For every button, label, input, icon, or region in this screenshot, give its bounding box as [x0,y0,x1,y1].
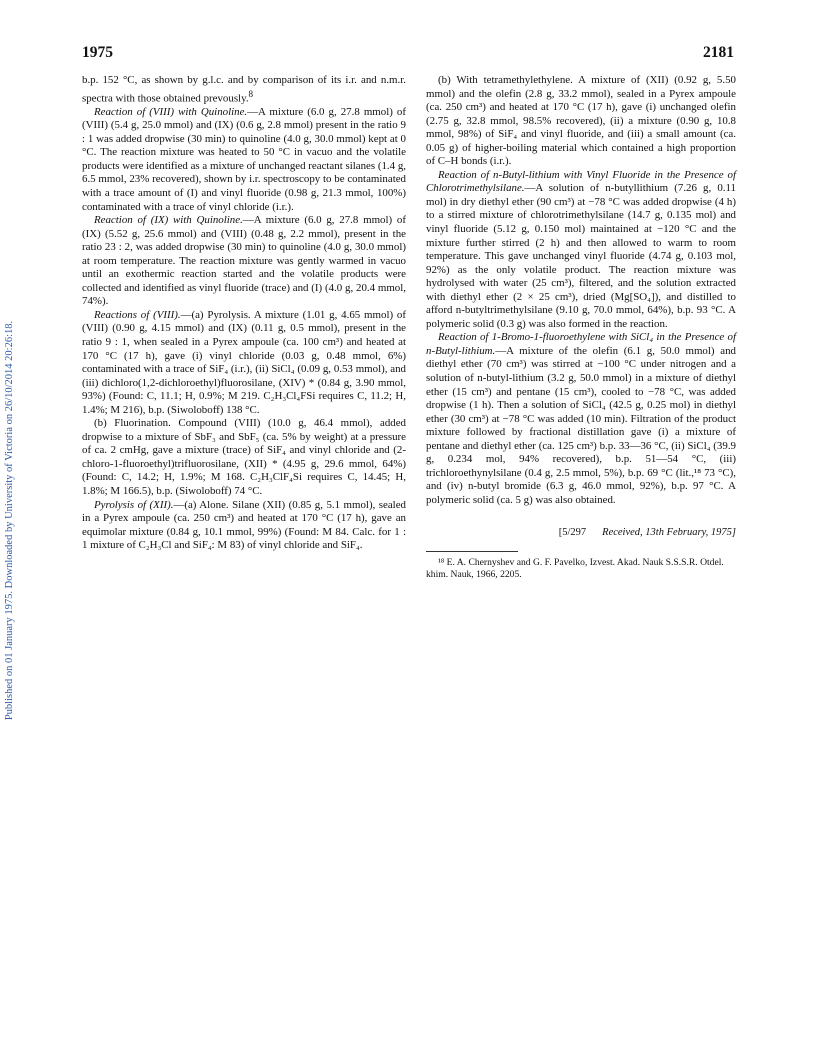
paragraph: Pyrolysis of (XII).—(a) Alone. Silane (XII) (0.85 g, 5.1 mmol), sealed in a Pyrex ampoule (ca. 250 cm³) and heated at 170 °C (17 h), gave an equimolar mixture (0.84 g, 10.1 mmol, 99%) (Found: M 84. Calc. for 1 : 1 mixture of C₂H₃Cl and SiF₄: M 83) of vinyl chloride and SiF₄. [82,498,406,552]
page-header [82,44,734,64]
paragraph: (b) Fluorination. Compound (VIII) (10.0 g, 46.4 mmol), added dropwise to a mixture of SbF₃ and SbF₅ (ca. 5% by weight) at a pressure of ca. 2 cmHg, gave a mixture (trace) of SiF₄ and vinyl chloride and (2-chloro-1-fluoroethyl)trifluorosilane, (XII) * (4.95 g, 29.6 mmol, 64%) (Found: C, 14.2; H, 1.9%; M 168. C₂H₃ClF₄Si requires C, 14.45; H, 1.8%; M 166.5), b.p. (Siwoloboff) 74 °C. [82,417,406,498]
manuscript-ref: [5/297 [558,526,587,538]
section-heading: Reaction of 1-Bromo-1-fluoroethylene with SiCl₄ in the Presence of n-Butyl-lithium. [426,331,736,357]
right-column [426,74,736,581]
section-heading: Reactions of (VIII). [94,308,181,321]
paragraph: (b) With tetramethylethylene. A mixture of (XII) (0.92 g, 5.50 mmol) and the olefin (2.8 g, 33.2 mmol), sealed in a Pyrex ampoule (ca. 250 cm³) and heated at 170 °C (17 h), gave (i) unchanged olefin (2.75 g, 32.8 mmol, 98.5% recovered), (ii) a mixture (0.90 g, 10.8 mmol, 98%) of SiF₄ and vinyl fluoride, and (iii) a small amount (ca. 0.05 g) of higher-boiling material which contained a high proportion of C–H bonds (i.r.). [426,74,736,168]
left-column [82,74,406,553]
paragraph: Reactions of (VIII).—(a) Pyrolysis. A mixture (1.01 g, 4.65 mmol) of (VIII) (0.90 g, 4.15 mmol) and (IX) (0.11 g, 0.5 mmol), present in the ratio 9 : 1, when sealed in a Pyrex ampoule (ca. 100 cm³) and heated at 170 °C (17 h), gave (i) vinyl chloride (0.03 g, 0.48 mmol, 6%) contaminated with a trace of SiF₄ (i.r.), (ii) SiCl₄ (0.09 g, 0.53 mmol), and (iii) dichloro(1,2-dichloroethyl)fluorosilane, (XIV) * (0.84 g, 3.90 mmol, 93%) (Found: C, 11.1; H, 0.9%; M 219. C₂H₃Cl₄FSi requires C, 11.2; H, 1.4%; M 216), b.p. (Siwoloboff) 138 °C. [82,308,406,416]
footnote: ¹⁸ E. A. Chernyshev and G. F. Pavelko, Izvest. Akad. Nauk S.S.S.R. Otdel. khim. Nauk, 1966, 2205. [426,557,724,581]
download-watermark [3,160,17,880]
section-heading: Reaction of (IX) with Quinoline. [94,214,243,227]
reference-marker: 8 [248,88,254,99]
paragraph: Reaction of (IX) with Quinoline.—A mixture (6.0 g, 27.8 mmol) of (IX) (5.52 g, 25.6 mmol) and (VIII) (0.48 g, 2.2 mmol), present in the ratio 23 : 2, was added dropwise (30 min) to quinoline (4.0 g, 30.0 mmol) at room temperature. The reaction mixture was gently warmed in vacuo until an exothermic reaction started and the volatile products were collected and identified as vinyl fluoride (trace) and (I) (4.0 g, 20.4 mmol, 74%). [82,214,406,308]
journal-year: 1975 [82,44,113,61]
received-line [426,526,736,540]
paragraph: Reaction of 1-Bromo-1-fluoroethylene with SiCl₄ in the Presence of n-Butyl-lithium.—A mixture of the olefin (6.1 g, 50.0 mmol) and diethyl ether (70 cm³) was stirred at −100 °C under nitrogen and a solution of n-butyl-lithium (3.2 g, 50.0 mmol) in a mixture of diethyl ether (15 cm³) and pentane (15 cm³), cooled to −78 °C, was added dropwise (1 h). Then a solution of SiCl₄ (42.5 g, 0.25 mol) in diethyl ether (30 cm³) at −78 °C was added (10 min). Filtration of the product mixture followed by fractional distillation gave (i) a mixture of pentane and diethyl ether (ca. 125 cm³) b.p. 33—36 °C, (ii) SiCl₄ (39.9 g, 0.234 mol, 94% recovered), b.p. 51—54 °C, (iii) trichloroethynylsilane (0.4 g, 2.5 mmol, 5%), b.p. 69 °C (lit.,¹⁸ 73 °C), and (iv) n-butyl bromide (6.3 g, 46.0 mmol, 92%), b.p. 97 °C. A polymeric solid (ca. 5 g) was also obtained. [426,331,736,506]
paragraph: Reaction of n-Butyl-lithium with Vinyl Fluoride in the Presence of Chlorotrimethylsilane.—A solution of n-butyllithium (7.26 g, 0.11 mol) in dry diethyl ether (90 cm³) at −78 °C was added dropwise (4 h) to a stirred mixture of chlorotrimethylsilane (14.7 g, 0.135 mol) and vinyl fluoride (5.12 g, 0.150 mol) maintained at −120 °C and the mixture further stirred (2 h) and then allowed to warm to room temperature. This gave unchanged vinyl fluoride (4.74 g, 0.103 mol, 92%) as the only volatile product. The reaction mixture was hydrolysed with water (25 cm³), filtered, and the solution extracted with diethyl ether (2 × 25 cm³), dried (Mg[SO₄]), and distilled to afford n-butyltrimethylsilane (9.10 g, 70.0 mmol, 64%), b.p. 93 °C. A polymeric solid (0.3 g) was also formed in the reaction. [426,168,736,330]
download-watermark-text: Published on 01 January 1975. Downloaded by University of Victoria on 26/10/2014 20:26:18. [4,320,16,720]
footnote-divider [426,551,518,552]
section-heading: Pyrolysis of (XII). [94,498,174,511]
section-heading: Reaction of (VIII) with Quinoline. [94,105,248,118]
received-date: Received, 13th February, 1975] [602,526,736,538]
page-number: 2181 [703,44,734,61]
paragraph: b.p. 152 °C, as shown by g.l.c. and by comparison of its i.r. and n.m.r. spectra with those obtained prevously.$^8$ [82,74,406,105]
paragraph: Reaction of (VIII) with Quinoline.—A mixture (6.0 g, 27.8 mmol) of (VIII) (5.4 g, 25.0 mmol) and (IX) (0.6 g, 2.8 mmol) present in the ratio 9 : 1 was added dropwise (30 min) to quinoline (4.0 g, 30.0 mmol) kept at 0 °C. The reaction mixture was heated to 50 °C in vacuo and the volatile products were identified as a mixture of unchanged reactant silanes (1.4 g, 6.5 mmol, 23% recovered), shown by i.r. spectroscopy to be contaminated with a trace amount of (I) and vinyl fluoride (0.98 g, 21.3 mmol, 100%) contaminated with a trace of vinyl chloride (i.r.). [82,105,406,213]
section-heading: Reaction of n-Butyl-lithium with Vinyl Fluoride in the Presence of Chlorotrimethylsilane. [426,168,736,195]
